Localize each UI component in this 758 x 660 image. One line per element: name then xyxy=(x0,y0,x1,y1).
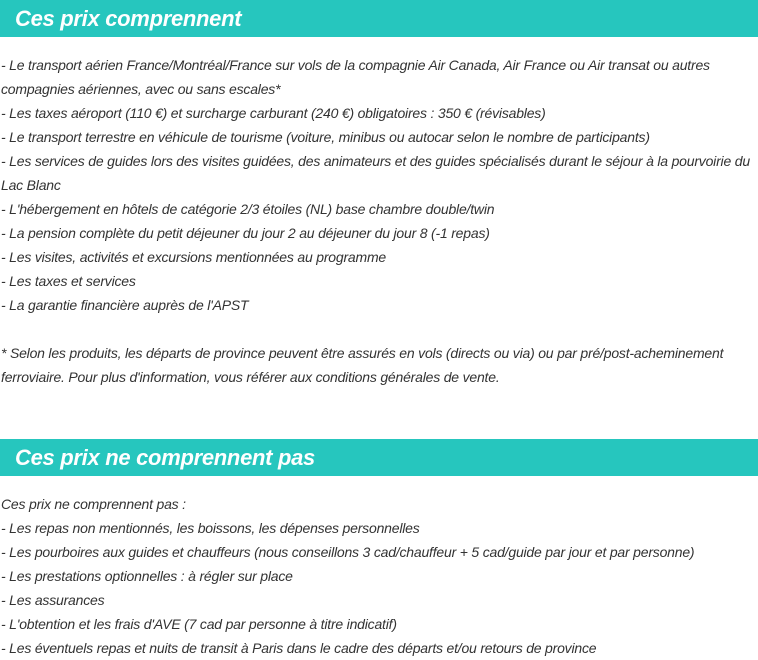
list-item: - Le transport aérien France/Montréal/France sur vols de la compagnie Air Canada, Air France ou Air transat ou autres compagnies aériennes, avec ou sans escales* xyxy=(1,57,710,97)
list-item: - Les repas non mentionnés, les boissons, les dépenses personnelles xyxy=(1,520,420,536)
includes-section-title: Ces prix comprennent xyxy=(15,6,242,31)
includes-list xyxy=(1,53,757,317)
list-item: - Les taxes et services xyxy=(1,273,136,289)
excludes-section-title: Ces prix ne comprennent pas xyxy=(15,445,315,470)
list-item: - L'hébergement en hôtels de catégorie 2/3 étoiles (NL) base chambre double/twin xyxy=(1,201,495,217)
list-item: - Les services de guides lors des visites guidées, des animateurs et des guides spécialisés durant le séjour à la pourvoirie du Lac Blanc xyxy=(1,153,750,193)
includes-footnote xyxy=(1,341,757,389)
includes-section-header xyxy=(0,0,758,37)
excludes-intro: Ces prix ne comprennent pas : xyxy=(1,496,186,512)
excludes-section-header xyxy=(0,439,758,476)
list-item: - Les assurances xyxy=(1,592,105,608)
list-item: - Les prestations optionnelles : à régler sur place xyxy=(1,568,293,584)
list-item: - Les visites, activités et excursions mentionnées au programme xyxy=(1,249,387,265)
list-item: - Les pourboires aux guides et chauffeurs (nous conseillons 3 cad/chauffeur + 5 cad/guide par jour et par personne) xyxy=(1,544,695,560)
list-item: - Le transport terrestre en véhicule de tourisme (voiture, minibus ou autocar selon le nombre de participants) xyxy=(1,129,650,145)
list-item: - La pension complète du petit déjeuner du jour 2 au déjeuner du jour 8 (-1 repas) xyxy=(1,225,490,241)
list-item: - Les éventuels repas et nuits de transit à Paris dans le cadre des départs et/ou retours de province xyxy=(1,640,597,656)
list-item: - La garantie financière auprès de l'APST xyxy=(1,297,249,313)
list-item: - Les taxes aéroport (110 €) et surcharge carburant (240 €) obligatoires : 350 € (révisables) xyxy=(1,105,546,121)
list-item: - L'obtention et les frais d'AVE (7 cad par personne à titre indicatif) xyxy=(1,616,397,632)
footnote-text: * Selon les produits, les départs de province peuvent être assurés en vols (directs ou via) ou par pré/post-acheminement ferroviaire. Pour plus d'information, vous référer aux conditions générales de vente. xyxy=(1,345,724,385)
excludes-list xyxy=(1,492,757,660)
